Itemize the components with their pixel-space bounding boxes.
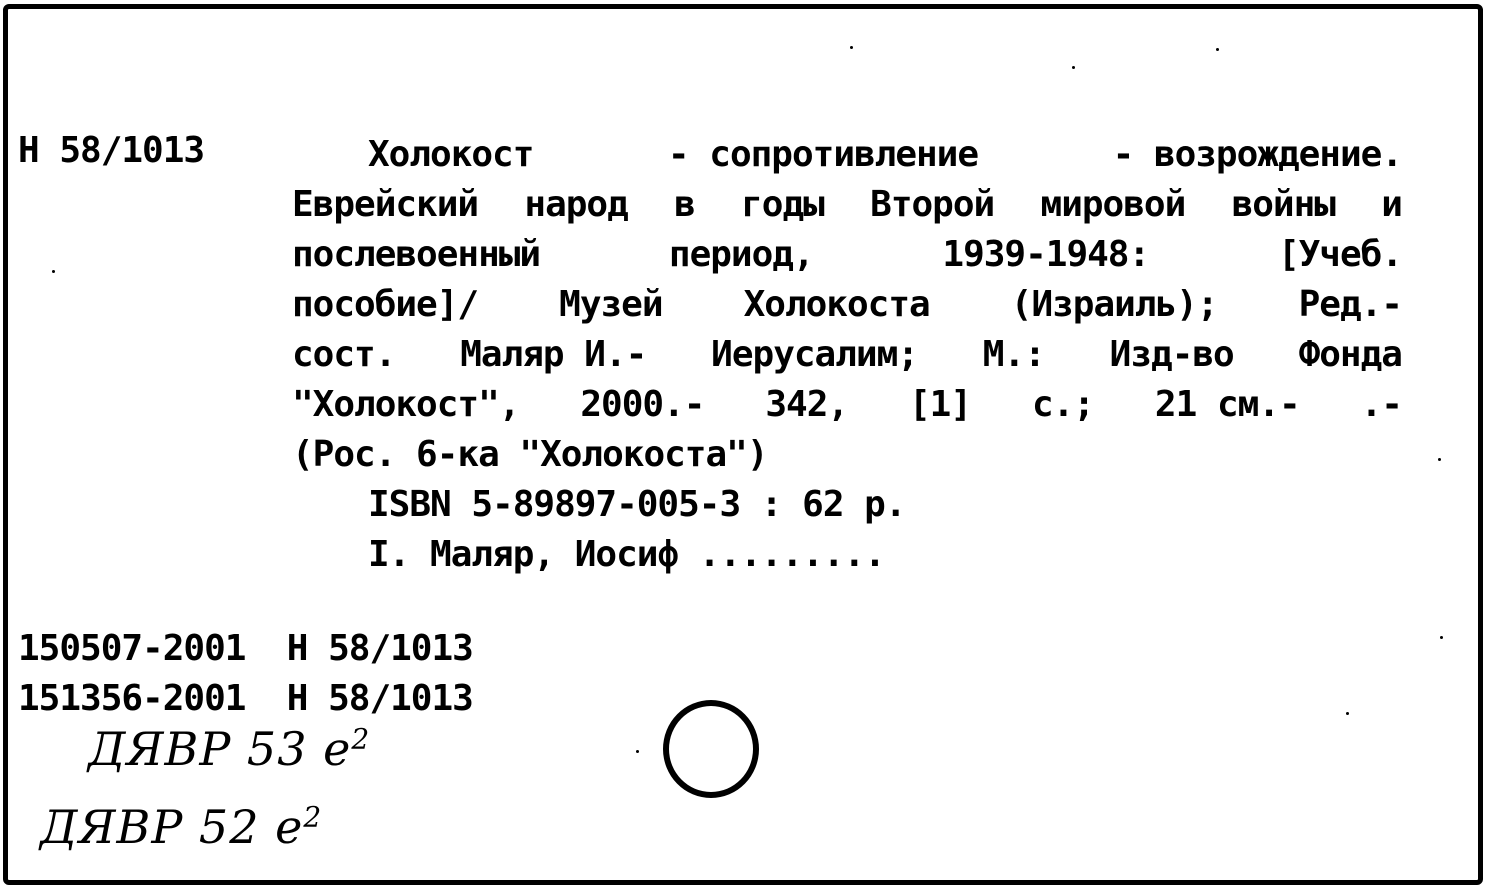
entry-word: [1] [908,384,972,425]
entry-line [292,230,1402,280]
entry-line [292,280,1402,330]
entry-word: Холокост [368,134,534,175]
entry-word: 2000.- [580,384,705,425]
entry-word: народ [524,184,628,225]
entry-word: сост. [292,334,396,375]
entry-line [292,180,1402,230]
entry-word: Фонда [1298,334,1402,375]
entry-word: Ред.- [1298,284,1402,325]
dust-speck [52,270,55,273]
accession-line: 150507-2001 Н 58/1013 [18,628,473,669]
entry-word: [Учеб. [1277,234,1402,275]
entry-word: Музей [559,284,663,325]
entry-line [292,380,1402,430]
entry-word: с.; [1031,384,1094,425]
entry-word: - сопротивление [667,134,979,175]
entry-word: - возрождение. [1112,134,1402,175]
call-number: Н 58/1013 [18,130,205,171]
entry-word: Еврейский [292,184,479,225]
entry-line [292,330,1402,380]
entry-word: (Израиль); [1010,284,1218,325]
dust-speck [1438,458,1441,461]
entry-word: пособие]/ [292,284,479,325]
entry-word: Маляр И.- [460,334,647,375]
dust-speck [1346,712,1349,715]
dust-speck [850,46,853,49]
entry-word: войны [1231,184,1335,225]
entry-word: в [674,184,695,225]
entry-word: мировой [1040,184,1186,225]
entry-word: 21 см.- [1154,384,1300,425]
handwritten-text: ДЯВР 53 е [88,722,352,776]
series-statement: (Рос. 6-ка "Холокоста") [292,434,768,475]
dust-speck [1216,48,1219,51]
entry-word: Второй [870,184,995,225]
added-entry-text: I. Маляр, Иосиф ......... [368,534,885,575]
handwritten-note [40,800,322,854]
entry-word: 1939-1948: [942,234,1150,275]
added-entry-line [292,530,1402,580]
entry-word: М.: [982,334,1045,375]
isbn-line [292,480,1402,530]
handwritten-note [88,722,370,776]
dust-speck [1072,66,1075,69]
entry-line [292,430,1402,480]
entry-word: Изд-во [1109,334,1234,375]
isbn-text: ISBN 5-89897-005-3 : 62 р. [368,484,906,525]
entry-line [292,130,1402,180]
entry-word: 342, [765,384,849,425]
entry-word: послевоенный [292,234,541,275]
entry-word: годы [741,184,824,225]
entry-word: "Холокост", [292,384,520,425]
dust-speck [1440,636,1443,639]
entry-word: .- [1360,384,1402,425]
handwritten-superscript: 2 [351,722,371,756]
entry-word: и [1381,184,1402,225]
handwritten-superscript: 2 [303,800,323,834]
accession-line: 151356-2001 Н 58/1013 [18,678,473,719]
handwritten-text: ДЯВР 52 е [40,800,304,854]
punch-hole [663,700,759,798]
entry-word: Холокоста [743,284,930,325]
dust-speck [636,750,639,753]
entry-word: период, [668,234,814,275]
bibliographic-entry [292,130,1402,580]
entry-word: Иерусалим; [711,334,918,375]
